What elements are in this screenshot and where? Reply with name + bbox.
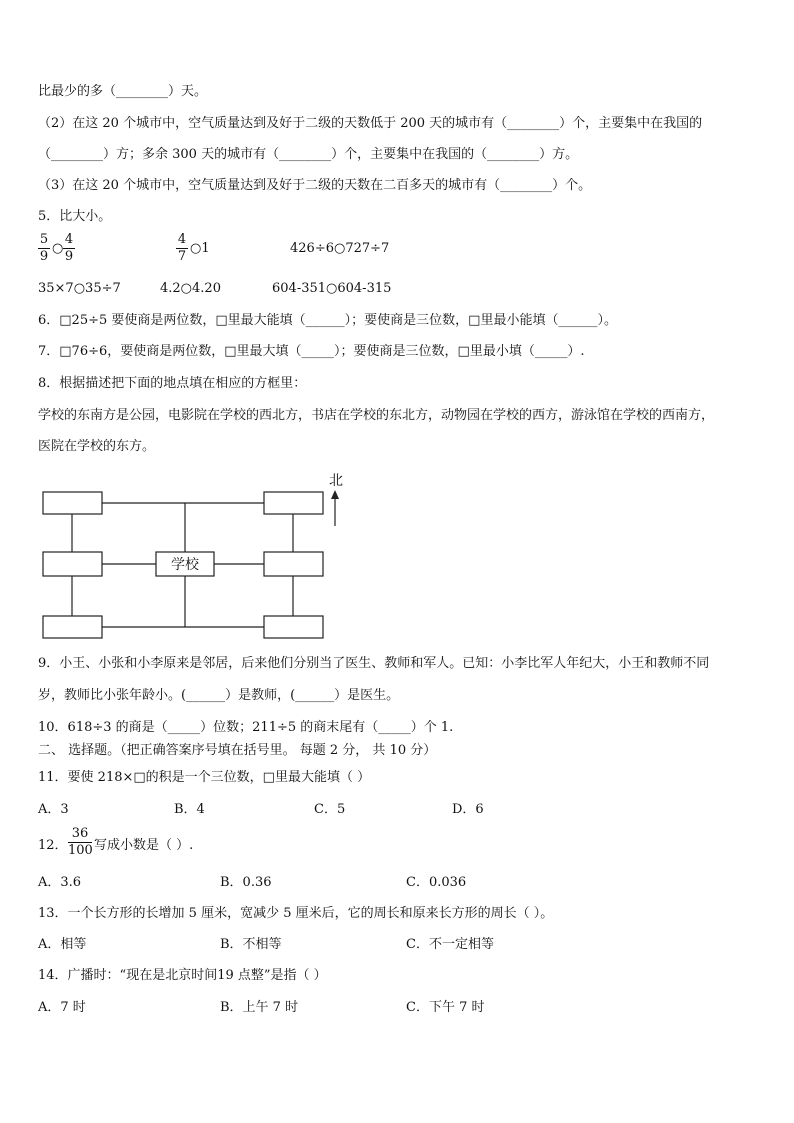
north-arrow-head: [331, 490, 339, 499]
q14-option-c: C．下午 7 时: [406, 1000, 485, 1015]
location-box-northeast: [264, 492, 323, 514]
q13-option-a: A．相等: [38, 937, 87, 952]
q11-option-c: C．5: [314, 802, 346, 817]
q14-option-a: A．7 时: [38, 1000, 86, 1015]
fraction-5-9: 5 9: [39, 232, 49, 264]
question-13: 13．一个长方形的长增加 5 厘米，宽减少 5 厘米后，它的周长和原来长方形的周长（ ）。: [38, 906, 554, 921]
q11-option-a: A．3: [38, 802, 69, 817]
school-label: 学校: [171, 557, 199, 573]
fraction-36-100: 36 100: [68, 826, 93, 858]
q11-option-d: D．6: [452, 802, 484, 817]
q11-option-b: B．4: [174, 802, 205, 817]
question-14: 14．广播时：“现在是北京时间19 点整”是指（ ）: [38, 968, 327, 983]
question-12-number: 12．: [38, 838, 68, 853]
question-9: 9．小王、小张和小李原来是邻居，后来他们分别当了医生、教师和军人。已知：小李比军人年纪大，小王和教师不同: [38, 656, 710, 671]
q12-option-c: C．0.036: [406, 875, 467, 890]
compare-expr-2: 35×7○35÷7: [38, 281, 121, 296]
compare-circle: ○: [52, 241, 64, 256]
q13-option-b: B．不相等: [220, 937, 282, 952]
question-9-cont: 岁，教师比小张年龄小。(______）是教师，(______）是医生。: [38, 688, 400, 703]
location-box-west: [43, 552, 102, 576]
question-10: 10．618÷3 的商是（_____）位数；211÷5 的商末尾有（_____）个 1.: [38, 720, 454, 735]
question-11: 11．要使 218×□的积是一个三位数，□里最大能填（ ）: [38, 770, 371, 785]
compare-expr-4: 604-351○604-315: [272, 281, 392, 296]
north-label: 北: [329, 473, 343, 489]
section-2-heading: 二、 选择题。（把正确答案序号填在括号里。 每题 2 分， 共 10 分）: [38, 743, 437, 758]
question-4-part-2: （2）在这 20 个城市中，空气质量达到及好于二级的天数低于 200 天的城市有（________）个，主要集中在我国的: [38, 116, 703, 131]
question-5: 5．比大小。: [38, 209, 112, 224]
compare-expr-3: 4.2○4.20: [160, 281, 221, 296]
question-6: 6．□25÷5 要使商是两位数，□里最大能填（______）；要使商是三位数，□里最小能填（______）。: [38, 313, 617, 328]
question-12-text: 写成小数是（ ）.: [94, 838, 194, 853]
compare-with-one: ○1: [190, 241, 210, 256]
question-7: 7．□76÷6，要使商是两位数，□里最大填（_____）；要使商是三位数，□里最小填（_____）.: [38, 344, 585, 359]
location-box-southwest: [43, 616, 102, 638]
location-box-northwest: [43, 492, 102, 514]
question-4-part-2-cont: （________）方；多余 300 天的城市有（________）个，主要集中在我国的（________）方。: [38, 147, 579, 162]
question-8: 8．根据描述把下面的地点填在相应的方框里：: [38, 376, 307, 391]
q12-option-a: A．3.6: [38, 875, 82, 890]
q14-option-b: B．上午 7 时: [220, 1000, 299, 1015]
question-4-line-1: 比最少的多（________）天。: [38, 84, 208, 99]
question-8-description: 学校的东南方是公园，电影院在学校的西北方，书店在学校的东北方，动物园在学校的西方，游泳馆在学校的西南方，: [38, 408, 715, 423]
fraction-4-9: 4 9: [64, 232, 74, 264]
fraction-4-7: 4 7: [177, 232, 187, 264]
location-box-southeast: [264, 616, 323, 638]
question-8-description-cont: 医院在学校的东方。: [38, 439, 156, 454]
question-4-part-3: （3）在这 20 个城市中，空气质量达到及好于二级的天数在二百多天的城市有（________）个。: [38, 178, 592, 193]
q13-option-c: C．不一定相等: [406, 937, 494, 952]
compare-expr-1: 426÷6○727÷7: [290, 241, 390, 256]
location-box-east: [264, 552, 323, 576]
q12-option-b: B．0.36: [220, 875, 272, 890]
